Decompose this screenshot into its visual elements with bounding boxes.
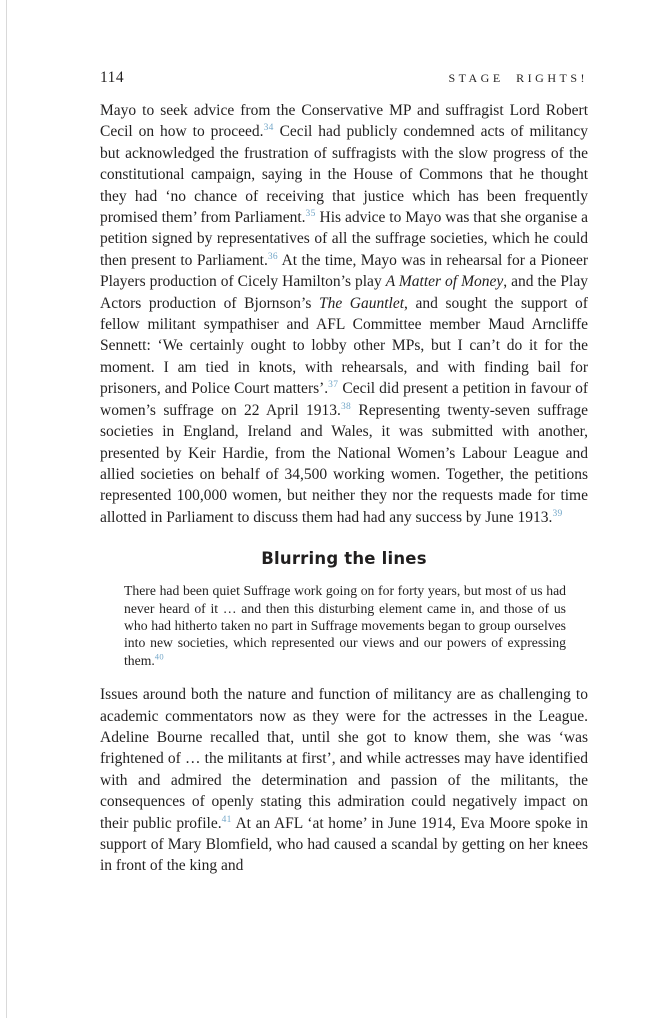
running-title: Stage Rights!: [448, 67, 588, 86]
footnote-ref[interactable]: 41: [221, 814, 232, 825]
text-run: Cecil had publicly condemned acts of militancy but acknowledged the frustration of suffragists with the slow progress of the constitutional campaign, saying in the House of Commons that he thought they had ‘no chance of receiving that justice which has been frequently promised them’ from Parliament.: [100, 123, 588, 227]
footnote-ref[interactable]: 40: [154, 651, 164, 662]
text-run: His advice to Mayo was that she organise a petition signed by representatives of all the suffrage societies, which he could then present to Parliament.: [100, 209, 588, 269]
italic-title: A Matter of Money: [385, 273, 504, 291]
italic-title: The Gauntlet: [318, 294, 405, 312]
paragraph-2: [100, 684, 588, 877]
text-run: There had been quiet Suffrage work going on for forty years, but most of us had never heard of it … and then this disturbing element came in, and those of us who had hitherto taken no part in Suffrage movements began to group ourselves into new societies, which represented our views and our powers of expressing them.: [124, 583, 566, 668]
page-number: 114: [100, 69, 125, 86]
text-run: Representing twenty-seven suffrage societies in England, Ireland and Wales, it was submitted with another, presented by Keir Hardie, from the National Women’s Labour League and allied societies on behalf of 34,500 working women. Together, the petitions represented 100,000 women, but neither they nor the requests made for time allotted in Parliament to discuss them had had any success by June 1913.: [100, 401, 589, 526]
text-run: At an AFL ‘at home’ in June 1914, Eva Moore spoke in support of Mary Blomfield, who had caused a scandal by getting on her knees in front of the king and: [100, 814, 588, 875]
footnote-ref[interactable]: 34: [263, 123, 274, 134]
footnote-ref[interactable]: 38: [340, 401, 352, 412]
text-run: Mayo to seek advice from the Conservative MP and suffragist Lord Robert Cecil on how to proceed.: [100, 102, 588, 141]
text-run: Cecil did present a petition in favour of women’s suffrage on 22 April 1913.: [100, 380, 588, 419]
text-run: , and sought the support of fellow militant sympathiser and AFL Committee member Maud Arncliffe Sennett: ‘We certainly ought to lobby other MPs, but I can’t do it for the moment. I am tied in knots, with rehearsals, and with finding bail for prisoners, and Police Court matters’.: [100, 294, 588, 398]
footnote-ref[interactable]: 36: [267, 251, 278, 262]
paragraph-1: [100, 100, 588, 528]
text-run: , and the Play Actors production of Bjornson’s: [100, 273, 588, 312]
footnote-ref[interactable]: 39: [552, 508, 563, 519]
block-quote: [124, 582, 566, 669]
section-heading: Blurring the lines: [261, 549, 427, 569]
running-header: [100, 67, 588, 87]
page-body: [100, 100, 588, 877]
footnote-ref[interactable]: 35: [305, 208, 316, 219]
text-run: Issues around both the nature and function of militancy are as challenging to academic commentators now as they were for the actresses in the League. Adeline Bourne recalled that, until she got to know them, she was ‘was frightened of … the militants at first’, and while actresses may have identified with and admired the determination and passion of the militants, the consequences of openly stating this admiration could negatively impact on their public profile.: [100, 686, 588, 832]
footnote-ref[interactable]: 37: [328, 380, 339, 391]
page-edge-line: [6, 0, 7, 1018]
text-run: At the time, Mayo was in rehearsal for a Pioneer Players production of Cicely Hamilton’s play: [100, 251, 589, 291]
